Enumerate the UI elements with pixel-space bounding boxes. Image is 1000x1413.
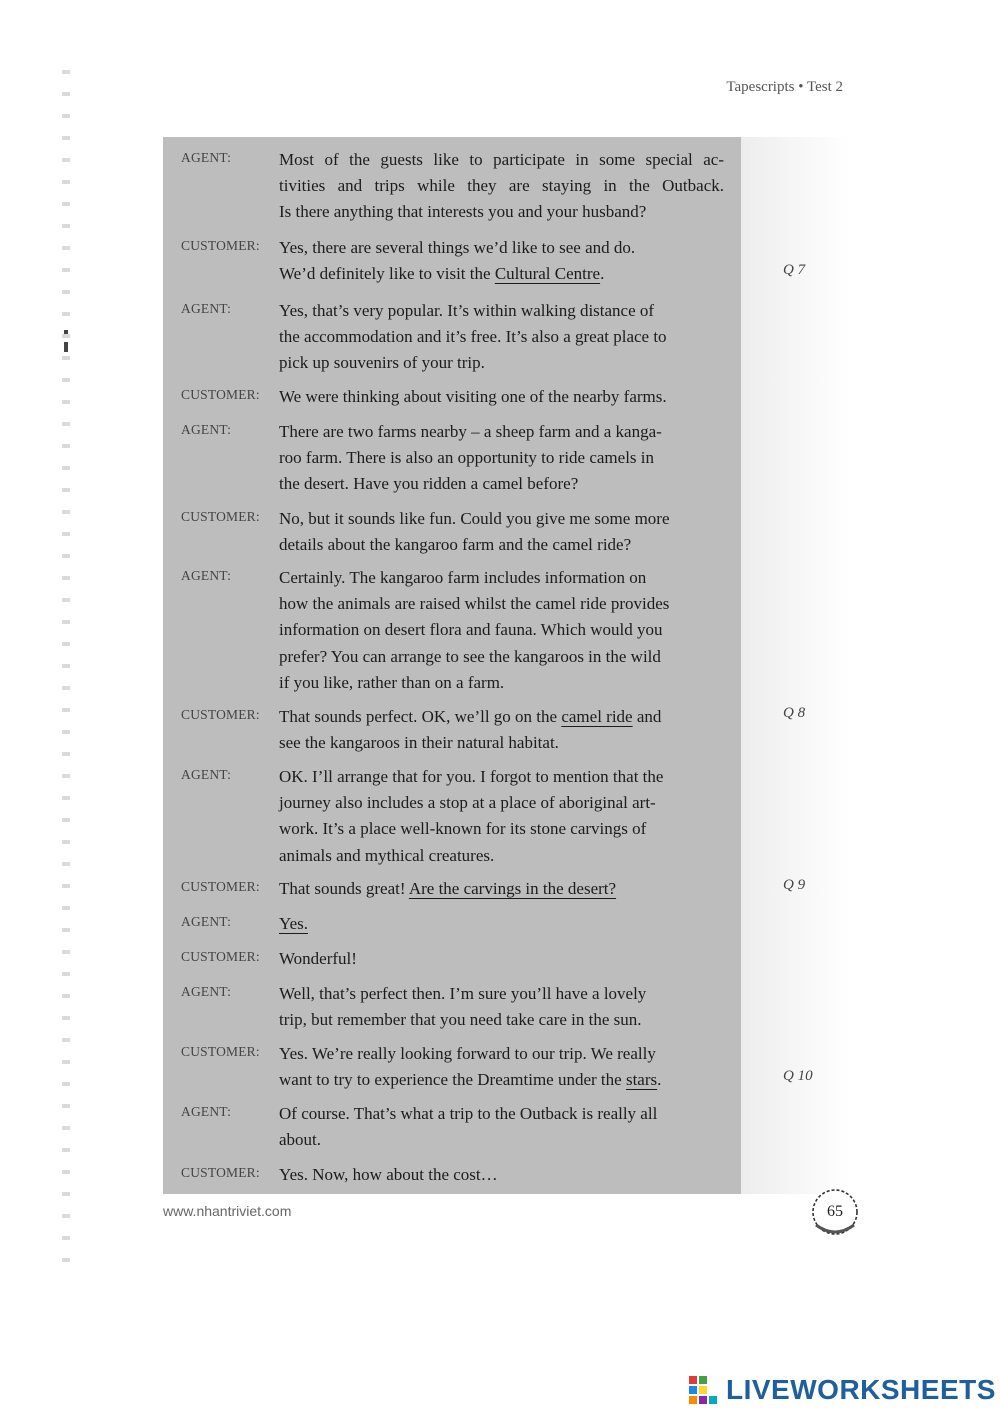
turn-text — [279, 704, 724, 756]
page-edge-ticks — [62, 70, 70, 1270]
speaker-label: CUSTOMER: — [181, 879, 260, 894]
text-line: if you like, rather than on a farm. — [279, 672, 505, 692]
text-line — [279, 1067, 724, 1093]
text-line: prefer? You can arrange to see the kangaroos in the wild — [279, 646, 661, 666]
liveworksheets-logo-icon — [688, 1375, 722, 1405]
speaker-label: CUSTOMER: — [181, 238, 260, 253]
text-segment: and — [632, 707, 662, 726]
answer-underline: Cultural Centre — [494, 264, 601, 284]
speaker-label: CUSTOMER: — [181, 1044, 260, 1059]
turn-text — [279, 235, 724, 287]
text-line: trip, but remember that you need take care in the sun. — [279, 1010, 642, 1030]
turn-text — [279, 565, 724, 696]
answer-underline: stars — [625, 1070, 658, 1090]
text-line: We were thinking about visiting one of the nearby farms. — [279, 387, 667, 406]
edge-mark — [64, 330, 68, 334]
question-marker: Q 9 — [783, 877, 806, 893]
text-line: There are two farms nearby – a sheep farm and a kanga- — [279, 422, 662, 441]
running-header: Tapescripts • Test 2 — [726, 79, 843, 95]
text-line — [279, 261, 724, 287]
speaker-label: CUSTOMER: — [181, 707, 260, 722]
answer-underline: Are the carvings in the desert? — [408, 879, 617, 898]
text-line: roo farm. There is also an opportunity to ride camels in — [279, 448, 655, 468]
text-line: Well, that’s perfect then. I’m sure you’ll have a lovely — [279, 984, 647, 1003]
turn-text — [279, 911, 724, 937]
turn-text — [279, 1162, 724, 1188]
text-line: No, but it sounds like fun. Could you give me some more — [279, 509, 670, 528]
question-marker: Q 8 — [783, 705, 806, 721]
turn-text — [279, 1041, 724, 1093]
turn-text — [279, 981, 724, 1033]
speaker-label: AGENT: — [181, 1104, 232, 1119]
text-segment: That sounds perfect. OK, we’ll go on the — [279, 707, 562, 726]
text-line: Yes, there are several things we’d like to see and do. — [279, 238, 636, 257]
question-marker: Q 10 — [783, 1068, 813, 1084]
text-line — [279, 876, 724, 902]
text-line: the desert. Have you ridden a camel before? — [279, 474, 579, 494]
speaker-label: AGENT: — [181, 914, 232, 929]
text-line: Of course. That’s what a trip to the Outback is really all — [279, 1104, 658, 1123]
text-line: Yes. We’re really looking forward to our trip. We really — [279, 1044, 656, 1063]
turn-text — [279, 506, 724, 558]
answer-underline: Yes. — [279, 914, 308, 933]
text-segment: want to try to experience the Dreamtime under the — [279, 1070, 626, 1090]
text-line — [279, 911, 724, 937]
page-number-badge — [808, 1185, 862, 1239]
speaker-label: CUSTOMER: — [181, 387, 260, 402]
text-line: Yes, that’s very popular. It’s within walking distance of — [279, 301, 655, 320]
text-line: Is there anything that interests you and your husband? — [279, 202, 647, 222]
text-segment: . — [657, 1070, 662, 1090]
text-line: Wonderful! — [279, 949, 357, 968]
answer-underline: camel ride — [561, 707, 633, 726]
text-line: about. — [279, 1130, 322, 1150]
turn-text — [279, 147, 724, 226]
panel-bleed — [741, 137, 851, 1194]
text-line: OK. I’ll arrange that for you. I forgot to mention that the — [279, 767, 664, 786]
speaker-label: AGENT: — [181, 984, 232, 999]
text-line: Certainly. The kangaroo farm includes information on — [279, 568, 647, 587]
text-segment: We’d definitely like to visit the — [279, 264, 495, 284]
text-line: tivities and trips while they are staying in the Outback. — [279, 176, 724, 196]
text-line: journey also includes a stop at a place of aboriginal art- — [279, 793, 656, 813]
brand-watermark — [688, 1375, 996, 1405]
text-line: the accommodation and it’s free. It’s also a great place to — [279, 327, 667, 347]
text-segment: . — [600, 264, 605, 284]
footer-url: www.nhantriviet.com — [163, 1203, 292, 1219]
turn-text — [279, 1101, 724, 1153]
text-line: work. It’s a place well-known for its stone carvings of — [279, 819, 647, 839]
text-line: information on desert flora and fauna. Which would you — [279, 620, 663, 640]
text-line: details about the kangaroo farm and the camel ride? — [279, 535, 632, 555]
speaker-label: CUSTOMER: — [181, 509, 260, 524]
text-line: see the kangaroos in their natural habitat. — [279, 733, 559, 753]
text-segment: That sounds great! — [279, 879, 409, 898]
speaker-label: CUSTOMER: — [181, 1165, 260, 1180]
turn-text — [279, 384, 724, 410]
question-marker: Q 7 — [783, 262, 806, 278]
speaker-label: AGENT: — [181, 568, 232, 583]
brand-name: LIVEWORKSHEETS — [726, 1374, 996, 1405]
speaker-label: AGENT: — [181, 301, 232, 316]
turn-text — [279, 419, 724, 498]
speaker-label: CUSTOMER: — [181, 949, 260, 964]
turn-text — [279, 946, 724, 972]
turn-text — [279, 298, 724, 377]
text-line: animals and mythical creatures. — [279, 845, 495, 865]
turn-text — [279, 764, 724, 869]
turn-text — [279, 876, 724, 902]
text-line: Yes. Now, how about the cost… — [279, 1165, 498, 1184]
text-line: pick up souvenirs of your trip. — [279, 353, 485, 373]
speaker-label: AGENT: — [181, 150, 232, 165]
text-line: how the animals are raised whilst the camel ride provides — [279, 594, 670, 614]
edge-mark — [64, 342, 68, 352]
page-number: 65 — [827, 1203, 843, 1220]
text-line: Most of the guests like to participate in some special ac- — [279, 150, 724, 169]
speaker-label: AGENT: — [181, 422, 232, 437]
speaker-label: AGENT: — [181, 767, 232, 782]
text-line — [279, 704, 724, 730]
